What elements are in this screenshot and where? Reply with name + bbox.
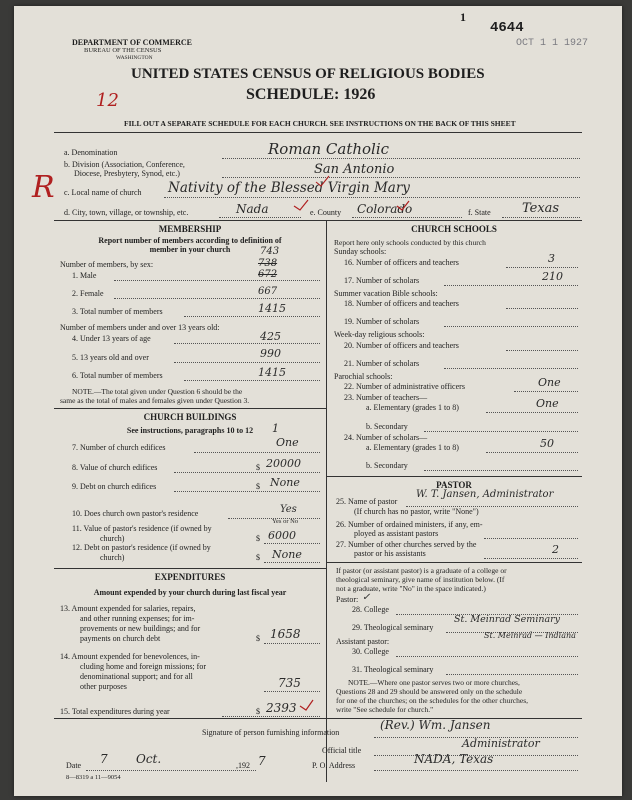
- value-state: Texas: [522, 201, 560, 216]
- pastor-note-3: for one of the churches; on the schedules for the other churches,: [336, 696, 529, 705]
- label-denomination: a. Denomination: [64, 148, 118, 157]
- date-received-stamp: OCT 1 1 1927: [516, 38, 589, 49]
- q22-label: 22. Number of administrative officers: [344, 382, 465, 391]
- q14-label-3: denominational support; and for all: [80, 672, 193, 681]
- label-state: f. State: [468, 208, 491, 217]
- pastor-note-4: write "See schedule for church.": [336, 705, 434, 714]
- q21-line: [444, 368, 578, 369]
- schools-title: CHURCH SCHOOLS: [411, 224, 497, 234]
- q8-value: 20000: [266, 457, 301, 470]
- q23-label: 23. Number of teachers—: [344, 393, 428, 402]
- q6-line: [184, 380, 320, 381]
- line-state: [502, 217, 580, 218]
- dept-line2: BUREAU OF THE CENSUS: [84, 47, 162, 54]
- q18-line: [506, 308, 578, 309]
- q6-value: 1415: [258, 366, 286, 379]
- date-label: Date: [66, 761, 82, 770]
- q25-value: W. T. Jansen, Administrator: [416, 489, 554, 500]
- q9-value: None: [270, 476, 300, 489]
- label-division-1: b. Division (Association, Conference,: [64, 160, 185, 169]
- membership-note-2: same as the total of males and females given under Question 3.: [60, 396, 250, 405]
- q13-label-1: 13. Amount expended for salaries, repairs,: [60, 604, 196, 613]
- q10-hint: Yes or No: [272, 518, 299, 525]
- q24-label: 24. Number of scholars—: [344, 433, 428, 442]
- buildings-title: CHURCH BUILDINGS: [143, 412, 237, 422]
- members-by-sex: Number of members, by sex:: [60, 260, 154, 269]
- q14-value: 735: [278, 676, 301, 690]
- membership-intro-1: Report number of members according to definition of: [98, 236, 282, 245]
- sunday-label: Sunday schools:: [334, 247, 387, 256]
- q23b-line: [424, 431, 578, 432]
- buildings-instr: See instructions, paragraphs 10 to 12: [126, 426, 254, 435]
- schools-intro: Report here only schools conducted by this church: [334, 238, 486, 247]
- q9-line: [174, 491, 320, 492]
- q13-dollar: $: [256, 634, 260, 643]
- q12-value: None: [272, 548, 302, 561]
- q3-value: 1415: [258, 302, 286, 315]
- parochial-label: Parochial schools:: [334, 372, 393, 381]
- dept-line3: WASHINGTON: [116, 55, 153, 61]
- q8-line: [174, 472, 320, 473]
- value-denomination: Roman Catholic: [268, 140, 390, 158]
- date-year-digit: 7: [258, 754, 266, 768]
- q5-label: 5. 13 years old and over: [72, 353, 149, 362]
- q8-dollar: $: [256, 463, 260, 472]
- q15-dollar: $: [256, 707, 260, 716]
- q29-value: St. Meinrad Seminary: [454, 614, 561, 625]
- q11-value: 6000: [268, 529, 296, 542]
- q2-struck-value: 667: [258, 286, 278, 297]
- value-county: Colorado: [357, 202, 413, 216]
- q3-label: 3. Total number of members: [72, 307, 163, 316]
- q15-label: 15. Total expenditures during year: [60, 707, 170, 716]
- grad-note-3: not a graduate, write "No" in the space indicated.): [336, 584, 486, 593]
- q22-line: [514, 391, 578, 392]
- line-division: [222, 177, 580, 178]
- q24a-value: 50: [540, 437, 554, 450]
- q14-label-4: other purposes: [80, 682, 127, 691]
- q12-label-2: church): [100, 553, 125, 562]
- line-city: [219, 217, 301, 218]
- q17-line: [444, 285, 578, 286]
- value-division: San Antonio: [314, 162, 395, 177]
- grid-center: [326, 220, 327, 782]
- q27-line: [484, 558, 578, 559]
- q23a-label: a. Elementary (grades 1 to 8): [366, 403, 459, 412]
- q22-value: One: [538, 376, 561, 389]
- top-tick-stamp: 1: [460, 10, 466, 24]
- q27-label-2: pastor or his assistants: [354, 549, 426, 558]
- pastor-note-1: NOTE.—Where one pastor serves two or more churches,: [348, 678, 520, 687]
- q14-label-2: cluding home and foreign missions; for: [80, 662, 206, 671]
- q20-label: 20. Number of officers and teachers: [344, 341, 459, 350]
- q6-label: 6. Total number of members: [72, 371, 163, 380]
- q23b-label: b. Secondary: [366, 422, 408, 431]
- q11-line: [264, 543, 320, 544]
- buildings-bottom: [54, 568, 326, 569]
- label-city: d. City, town, village, or township, etc.: [64, 208, 189, 217]
- expenditures-title: EXPENDITURES: [154, 572, 226, 582]
- q26-label-1: 26. Number of ordained ministers, if any, em-: [336, 520, 483, 529]
- grad-note-2: theological seminary, give name of institution below. (If: [336, 575, 505, 584]
- address-line: [374, 770, 578, 771]
- schools-bottom: [326, 476, 582, 477]
- q23a-line: [486, 412, 578, 413]
- red-number-mark: 12: [96, 90, 119, 111]
- q4-label: 4. Under 13 years of age: [72, 334, 151, 343]
- q7-line: [194, 452, 320, 453]
- q16-label: 16. Number of officers and teachers: [344, 258, 459, 267]
- q24b-line: [424, 470, 578, 471]
- q7-label: 7. Number of church edifices: [72, 443, 166, 452]
- q8-label: 8. Value of church edifices: [72, 463, 158, 472]
- q13-value: 1658: [270, 627, 301, 641]
- q4-value: 425: [260, 330, 281, 343]
- q5-line: [174, 362, 320, 363]
- membership-note-1: NOTE.—The total given under Question 6 should be the: [72, 387, 243, 396]
- q29-value-2: St. Meinrad — Indiana: [484, 631, 576, 640]
- q19-line: [444, 326, 578, 327]
- q12-label-1: 12. Debt on pastor's residence (if owned by: [72, 543, 211, 552]
- instruction-line: FILL OUT A SEPARATE SCHEDULE FOR EACH CHURCH. SEE INSTRUCTIONS ON THE BACK OF THIS SHEET: [124, 119, 516, 128]
- q29-label: 29. Theological seminary: [352, 623, 434, 632]
- form-number: 8—8319 a 11—9054: [66, 774, 121, 781]
- q10-label: 10. Does church own pastor's residence: [72, 509, 199, 518]
- q27-value: 2: [552, 543, 559, 556]
- q5-value: 990: [260, 347, 281, 360]
- value-local-name: Nativity of the Blessed Virgin Mary: [168, 180, 410, 196]
- form-subtitle: SCHEDULE: 1926: [246, 86, 376, 103]
- q13-label-4: payments on church debt: [80, 634, 161, 643]
- address-label: P. O. Address: [312, 761, 356, 770]
- q26-label-2: ployed as assistant pastors: [354, 529, 439, 538]
- q1-value: 743: [260, 246, 280, 257]
- q17-label: 17. Number of scholars: [344, 276, 420, 285]
- q11-label-2: church): [100, 534, 125, 543]
- q12-line: [264, 562, 320, 563]
- q31-line: [446, 674, 578, 675]
- q2-line: [114, 298, 320, 299]
- q11-label-1: 11. Value of pastor's residence (if owned by: [72, 524, 212, 533]
- q20-line: [506, 350, 578, 351]
- value-city: Nada: [236, 202, 269, 216]
- membership-title: MEMBERSHIP: [158, 224, 222, 234]
- q9-dollar: $: [256, 482, 260, 491]
- q1-line: [114, 280, 320, 281]
- q16-line: [506, 267, 578, 268]
- label-local-name: c. Local name of church: [64, 188, 142, 197]
- membership-intro-2: member in your church: [149, 245, 231, 254]
- q25-hint: (If church has no pastor, write "None"): [354, 507, 479, 516]
- membership-bottom: [54, 408, 326, 409]
- weekday-label: Week-day religious schools:: [334, 330, 425, 339]
- q1-label: 1. Male: [72, 271, 97, 280]
- official-title-value: Administrator: [462, 737, 540, 750]
- signature-value: (Rev.) Wm. Jansen: [380, 718, 491, 732]
- serial-number-stamp: 4644: [490, 20, 524, 36]
- label-division-2: Diocese, Presbytery, Synod, etc.): [74, 169, 180, 178]
- vacation-label: Summer vacation Bible schools:: [334, 289, 438, 298]
- q30-label: 30. College: [352, 647, 389, 656]
- date-month: Oct.: [136, 752, 162, 766]
- q24a-line: [486, 452, 578, 453]
- q16-value: 3: [548, 252, 555, 265]
- q2-label: 2. Female: [72, 289, 104, 298]
- pastor-label: Pastor:: [336, 595, 359, 604]
- q21-label: 21. Number of scholars: [344, 359, 420, 368]
- pastor-title: PASTOR: [436, 480, 472, 490]
- q25-label: 25. Name of pastor: [336, 497, 398, 506]
- grid-top: [54, 220, 582, 221]
- buildings-mark: 1: [272, 422, 279, 435]
- label-county: e. County: [310, 208, 342, 217]
- q17-value: 210: [542, 270, 563, 283]
- grid-bottom: [54, 718, 582, 719]
- form-title: UNITED STATES CENSUS OF RELIGIOUS BODIES: [131, 66, 485, 82]
- official-title-label: Official title: [322, 746, 362, 755]
- q24a-label: a. Elementary (grades 1 to 8): [366, 443, 459, 452]
- pastor-note-2: Questions 28 and 29 should be answered only on the schedule: [336, 687, 523, 696]
- q1-struck-value: 738: [258, 258, 278, 269]
- q28-label: 28. College: [352, 605, 389, 614]
- q31-label: 31. Theological seminary: [352, 665, 434, 674]
- date-line: [86, 770, 256, 771]
- census-schedule-form: [14, 6, 622, 796]
- address-value: NADA, Texas: [414, 752, 494, 766]
- divider: [54, 132, 582, 133]
- line-local-name: [164, 197, 580, 198]
- q23a-value: One: [536, 397, 559, 410]
- q7-value: One: [276, 436, 299, 449]
- q10-value: Yes: [280, 504, 297, 515]
- members-by-age: Number of members under and over 13 years old:: [60, 323, 220, 332]
- line-denomination: [222, 158, 580, 159]
- red-letter-mark: R: [32, 170, 55, 205]
- grad-note-1: If pastor (or assistant pastor) is a graduate of a college or: [336, 566, 507, 575]
- q12-dollar: $: [256, 553, 260, 562]
- q18-label: 18. Number of officers and teachers: [344, 299, 459, 308]
- q15-line: [222, 716, 320, 717]
- dept-line1: DEPARTMENT OF COMMERCE: [72, 38, 193, 47]
- q9-label: 9. Debt on church edifices: [72, 482, 157, 491]
- assistant-label: Assistant pastor:: [336, 637, 390, 646]
- q15-value: 2393: [266, 701, 297, 715]
- q2-value: 672: [258, 269, 278, 280]
- pastor-mark: ✓: [362, 592, 371, 603]
- date-year-prefix: ,192: [236, 761, 250, 770]
- q30-line: [396, 656, 578, 657]
- line-county: [352, 217, 462, 218]
- q13-line: [264, 643, 320, 644]
- q13-label-3: provements or new buildings; and for: [80, 624, 201, 633]
- q11-dollar: $: [256, 534, 260, 543]
- q26-line: [484, 538, 578, 539]
- pastor-mid-rule: [326, 562, 582, 563]
- q3-line: [184, 316, 320, 317]
- q14-label-1: 14. Amount expended for benevolences, in-: [60, 652, 200, 661]
- signature-label: Signature of person furnishing information: [202, 728, 340, 737]
- expenditures-intro: Amount expended by your church during last fiscal year: [93, 588, 287, 597]
- q27-label-1: 27. Number of other churches served by the: [336, 540, 477, 549]
- q24b-label: b. Secondary: [366, 461, 408, 470]
- date-day: 7: [100, 752, 108, 766]
- q4-line: [174, 343, 320, 344]
- q19-label: 19. Number of scholars: [344, 317, 420, 326]
- q13-label-2: and other running expenses; for im-: [80, 614, 195, 623]
- q14-line: [264, 691, 320, 692]
